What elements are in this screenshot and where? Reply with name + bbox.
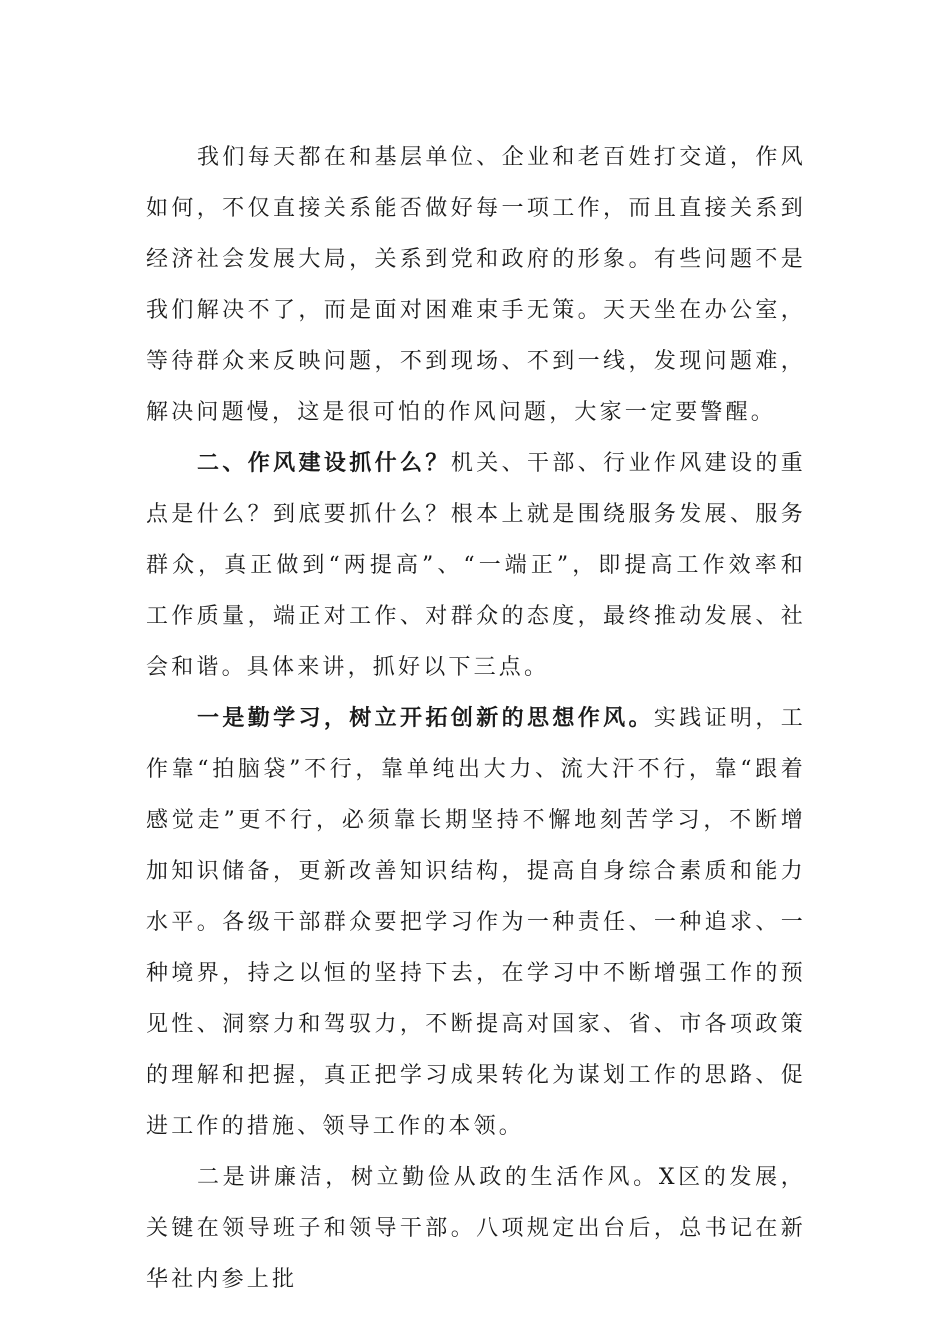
section-heading: 二、作风建设抓什么？ — [197, 450, 451, 476]
paragraph-text: 实践证明，工作靠“拍脑袋”不行，靠单纯出大力、流大汗不行，靠“跟着感觉走”更不行，必须靠长期坚持不懈地刻苦学习，不断增加知识储备，更新改善知识结构，提高自身综合素质和能力水平。各级干部群众要把学习作为一种责任、一种追求、一种境界，持之以恒的坚持下去，在学习中不断增强工作的预见性、洞察力和驾驭力，不断提高对国家、省、市各项政策的理解和把握，真正把学习成果转化为谋划工作的思路、促进工作的措施、领导工作的本领。 — [146, 706, 807, 1139]
paragraph-text: 机关、干部、行业作风建设的重点是什么？到底要抓什么？根本上就是围绕服务发展、服务群众，真正做到“两提高”、“一端正”，即提高工作效率和工作质量，端正对工作、对群众的态度，最终推动发展、社会和谐。具体来讲，抓好以下三点。 — [146, 451, 806, 680]
paragraph-point-one-study — [146, 693, 806, 1152]
paragraph-text: 我们每天都在和基层单位、企业和老百姓打交道，作风如何，不仅直接关系能否做好每一项工作，而且直接关系到经济社会发展大局，关系到党和政府的形象。有些问题不是我们解决不了，而是面对困难束手无策。天天坐在办公室，等待群众来反映问题，不到现场、不到一线，发现问题难，解决问题慢，这是很可怕的作风问题，大家一定要警醒。 — [146, 145, 806, 425]
document-body — [146, 132, 806, 1305]
point-heading: 一是勤学习，树立开拓创新的思想作风。 — [197, 705, 654, 731]
paragraph-what-to-focus — [146, 438, 806, 693]
paragraph-point-two-integrity — [146, 1152, 806, 1305]
paragraph-work-style-impact — [146, 132, 806, 438]
paragraph-text: 二是讲廉洁，树立勤俭从政的生活作风。X区的发展，关键在领导班子和领导干部。八项规定出台后，总书记在新华社内参上批 — [146, 1165, 806, 1292]
